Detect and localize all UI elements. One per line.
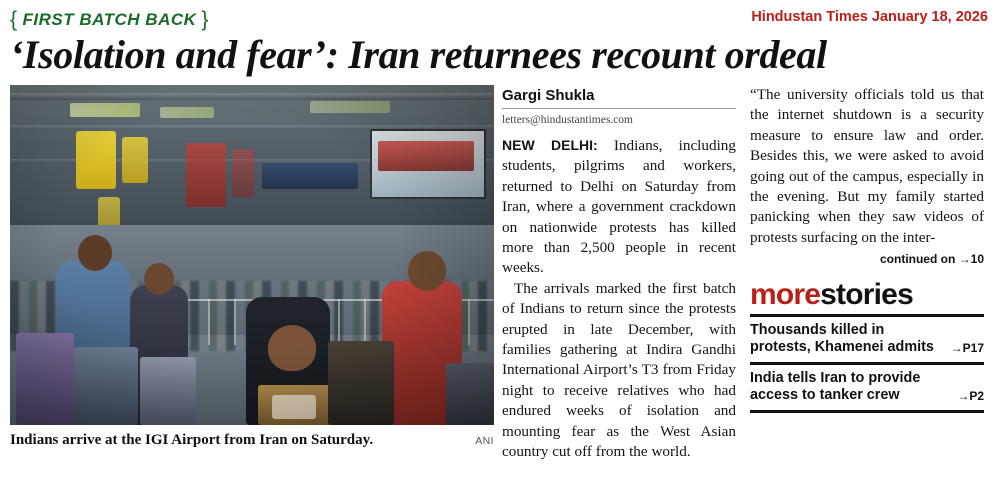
masthead-dateline: Hindustan Times January 18, 2026 <box>751 9 988 25</box>
photo-vignette <box>10 85 494 425</box>
more-stories-item[interactable] <box>750 317 984 365</box>
byline-author: Gargi Shukla <box>502 87 595 104</box>
article-paragraph-1 <box>502 135 736 279</box>
text-column-2 <box>750 85 998 457</box>
article-dateline: NEW DELHI: <box>502 137 598 153</box>
more-stories-title-black: stories <box>820 278 913 312</box>
kicker-close-brace: } <box>201 8 209 31</box>
more-stories-item-page: →P2 <box>957 389 984 404</box>
more-stories-item[interactable] <box>750 365 984 413</box>
photo-caption-row <box>10 432 494 449</box>
kicker-open-brace: { <box>10 8 18 31</box>
more-stories-item-page: →P17 <box>950 341 984 356</box>
byline-divider <box>502 108 736 109</box>
article-paragraph-2: The arrivals marked the first batch of Indians to return since the protests erupted in late December, with families gathering at Indira Gandhi International Airport’s T3 from Friday night to receive relatives who had endured weeks of isolation and mounting fear as the West Asian country cut off from the world. <box>502 279 736 461</box>
more-stories-item-headline: India tells Iran to provide access to tanker crew <box>750 370 921 404</box>
article-paragraph-1-text: Indians, including students, pilgrims and workers, returned to Delhi on Saturday from Iran, where a government crackdown on nationwide protests has killed more than 2,500 people in recent weeks. <box>502 137 736 277</box>
continued-line: continued on →10 <box>879 252 984 267</box>
photo-credit: ANI <box>475 435 494 447</box>
content-grid <box>10 85 990 461</box>
top-bar <box>10 6 990 32</box>
news-photo <box>10 85 494 425</box>
more-stories-title <box>750 280 984 310</box>
section-kicker <box>10 8 209 32</box>
kicker-label: FIRST BATCH BACK <box>22 10 197 29</box>
byline-email: letters@hindustantimes.com <box>502 114 633 126</box>
text-column-1 <box>502 85 750 461</box>
photo-caption: Indians arrive at the IGI Airport from Iran on Saturday. <box>10 432 374 448</box>
article-paragraph-3: “The university officials told us that the internet shutdown is a security measure to ensure law and order. Besides this, we were asked to avoid going out of the campus, especially in the evening. But my family started panicking when they saw videos of protests surfacing on the inter- <box>750 86 984 246</box>
page-title: ‘Isolation and fear’: Iran returnees recount ordeal <box>10 32 827 77</box>
photo-column <box>10 85 502 457</box>
more-stories-title-red: more <box>750 278 821 312</box>
more-stories-item-headline: Thousands killed in protests, Khamenei admits <box>750 322 934 356</box>
more-stories-box <box>750 280 984 413</box>
